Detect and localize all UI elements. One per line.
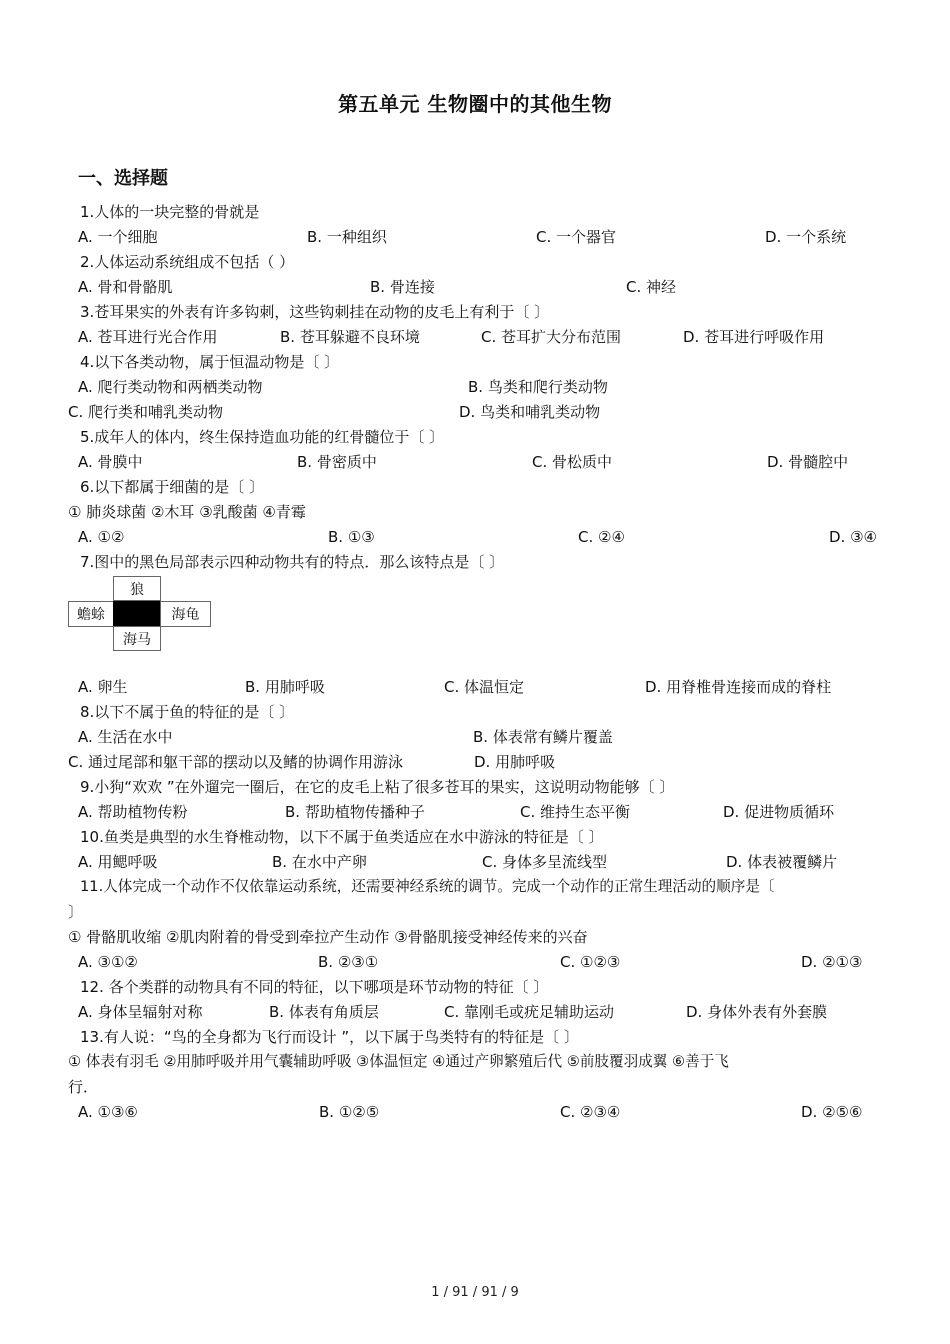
option[interactable]: B. ①②⑤ (319, 1103, 380, 1121)
option[interactable]: B. 骨连接 (370, 278, 435, 296)
option[interactable]: A. 爬行类动物和两栖类动物 (78, 378, 263, 396)
option[interactable]: B. 骨密质中 (297, 453, 377, 471)
option-row (78, 377, 878, 397)
option[interactable]: B. 用肺呼吸 (245, 678, 325, 696)
option[interactable]: A. ①③⑥ (78, 1103, 138, 1121)
figure-cell-right: 海龟 (160, 601, 211, 627)
option[interactable]: D. 用肺呼吸 (474, 753, 556, 771)
option[interactable]: A. ③①② (78, 953, 138, 971)
question-substatement: ① 骨骼肌收缩 ②肌肉附着的骨受到牵拉产生动作 ③骨骼肌接受神经传来的兴奋 (68, 928, 588, 946)
option[interactable]: D. 用脊椎骨连接而成的脊柱 (645, 678, 832, 696)
option[interactable]: B. ②③① (318, 953, 379, 971)
question-stem: 11.人体完成一个动作不仅依靠运动系统，还需要神经系统的调节。完成一个动作的正常生理活动的顺序是〔 (80, 878, 775, 895)
section-heading: 一、选择题 (78, 168, 168, 189)
option[interactable]: D. 鸟类和哺乳类动物 (459, 403, 601, 421)
option-row (78, 1002, 878, 1022)
option-row (78, 802, 878, 822)
option[interactable]: C. 骨松质中 (532, 453, 613, 471)
option-row (78, 852, 878, 872)
option[interactable]: A. ①② (78, 528, 125, 546)
option-row (78, 677, 878, 697)
question-stem: 10.鱼类是典型的水生脊椎动物，以下不属于鱼类适应在水中游泳的特征是〔 〕 (80, 828, 604, 846)
option[interactable]: A. 帮助植物传粉 (78, 803, 188, 821)
question-stem: 7.图中的黑色局部表示四种动物共有的特点．那么该特点是〔 〕 (80, 553, 505, 571)
option[interactable]: A. 身体呈辐射对称 (78, 1003, 203, 1021)
figure-cell-center-shared (113, 601, 161, 627)
page-number: 1 / 91 / 91 / 9 (431, 1285, 519, 1300)
option[interactable]: A. 卵生 (78, 678, 128, 696)
question-stem: 3.苍耳果实的外表有许多钩刺，这些钩刺挂在动物的皮毛上有利于〔 〕 (80, 303, 550, 321)
option[interactable]: D. ②①③ (801, 953, 863, 971)
option[interactable]: D. 体表被覆鳞片 (726, 853, 838, 871)
option[interactable]: A. 用鳃呼吸 (78, 853, 158, 871)
option[interactable]: C. 一个器官 (536, 228, 617, 246)
option-row (68, 402, 868, 422)
option[interactable]: D. ③④ (829, 528, 877, 546)
question-substatement: ① 体表有羽毛 ②用肺呼吸并用气囊辅助呼吸 ③体温恒定 ④通过产卵繁殖后代 ⑤前肢覆羽成翼 ⑥善于飞 (68, 1053, 729, 1070)
option[interactable]: A. 苍耳进行光合作用 (78, 328, 218, 346)
option[interactable]: B. 在水中产卵 (272, 853, 367, 871)
option-row (78, 727, 878, 747)
option[interactable]: C. ②④ (578, 528, 625, 546)
page-title: 第五单元 生物圈中的其他生物 (338, 92, 612, 116)
option[interactable]: B. 鸟类和爬行类动物 (468, 378, 608, 396)
option[interactable]: B. 体表有角质层 (269, 1003, 379, 1021)
option[interactable]: C. 通过尾部和躯干部的摆动以及鳍的协调作用游泳 (68, 753, 404, 771)
option-row (78, 277, 878, 297)
option[interactable]: C. 身体多呈流线型 (482, 853, 608, 871)
option-row (78, 1102, 878, 1122)
option-row (78, 527, 878, 547)
option[interactable]: D. 促进物质循环 (723, 803, 835, 821)
option[interactable]: C. 体温恒定 (444, 678, 525, 696)
option[interactable]: B. 苍耳躲避不良环境 (280, 328, 420, 346)
option[interactable]: C. 维持生态平衡 (520, 803, 631, 821)
question-stem: 2.人体运动系统组成不包括（ ） (80, 253, 295, 271)
figure-cell-top: 狼 (113, 576, 161, 601)
option[interactable]: A. 骨和骨骼肌 (78, 278, 173, 296)
question-stem: 13.有人说：“鸟的全身都为飞行而设计 ”，以下属于鸟类特有的特征是〔 〕 (80, 1028, 579, 1046)
figure-cell-bottom: 海马 (113, 626, 161, 651)
question-substatement: ① 肺炎球菌 ②木耳 ③乳酸菌 ④青霉 (68, 503, 306, 521)
option[interactable]: C. 苍耳扩大分布范围 (481, 328, 622, 346)
question-stem: 12. 各个类群的动物具有不同的特征，以下哪项是环节动物的特征〔 〕 (80, 978, 549, 996)
option[interactable]: C. 靠刚毛或疣足辅助运动 (444, 1003, 615, 1021)
option[interactable]: C. 爬行类和哺乳类动物 (68, 403, 224, 421)
option-row (78, 452, 878, 472)
animal-cross-figure (68, 576, 213, 652)
option-row (68, 752, 868, 772)
option[interactable]: D. 一个系统 (765, 228, 847, 246)
question-stem: 6.以下都属于细菌的是〔 〕 (80, 478, 265, 496)
option[interactable]: A. 骨膜中 (78, 453, 143, 471)
option[interactable]: D. 骨髓腔中 (767, 453, 849, 471)
question-stem: 9.小狗“欢欢 ”在外遛完一圈后，在它的皮毛上粘了很多苍耳的果实，这说明动物能够〔 〕 (80, 778, 675, 796)
option-row (78, 327, 878, 347)
option[interactable]: B. 一种组织 (307, 228, 387, 246)
option-row (78, 952, 878, 972)
option[interactable]: B. 体表常有鳞片覆盖 (473, 728, 613, 746)
figure-cell-left: 蟾蜍 (68, 601, 114, 627)
question-stem: 4.以下各类动物，属于恒温动物是〔 〕 (80, 353, 340, 371)
option[interactable]: C. 神经 (626, 278, 677, 296)
option[interactable]: D. ②⑤⑥ (801, 1103, 863, 1121)
option[interactable]: D. 苍耳进行呼吸作用 (683, 328, 825, 346)
question-stem: 5.成年人的体内，终生保持造血功能的红骨髓位于〔 〕 (80, 428, 445, 446)
question-stem: 8.以下不属于鱼的特征的是〔 〕 (80, 703, 295, 721)
option[interactable]: D. 身体外表有外套膜 (686, 1003, 828, 1021)
question-stem: 1.人体的一块完整的骨就是 (80, 203, 260, 221)
option[interactable]: B. ①③ (328, 528, 375, 546)
option[interactable]: B. 帮助植物传播种子 (285, 803, 425, 821)
question-substatement-continued: 行． (68, 1078, 99, 1096)
option[interactable]: A. 一个细胞 (78, 228, 158, 246)
option[interactable]: A. 生活在水中 (78, 728, 173, 746)
option[interactable]: C. ①②③ (560, 953, 621, 971)
option-row (78, 227, 878, 247)
question-stem-continued: 〕 (68, 903, 84, 921)
option[interactable]: C. ②③④ (560, 1103, 621, 1121)
